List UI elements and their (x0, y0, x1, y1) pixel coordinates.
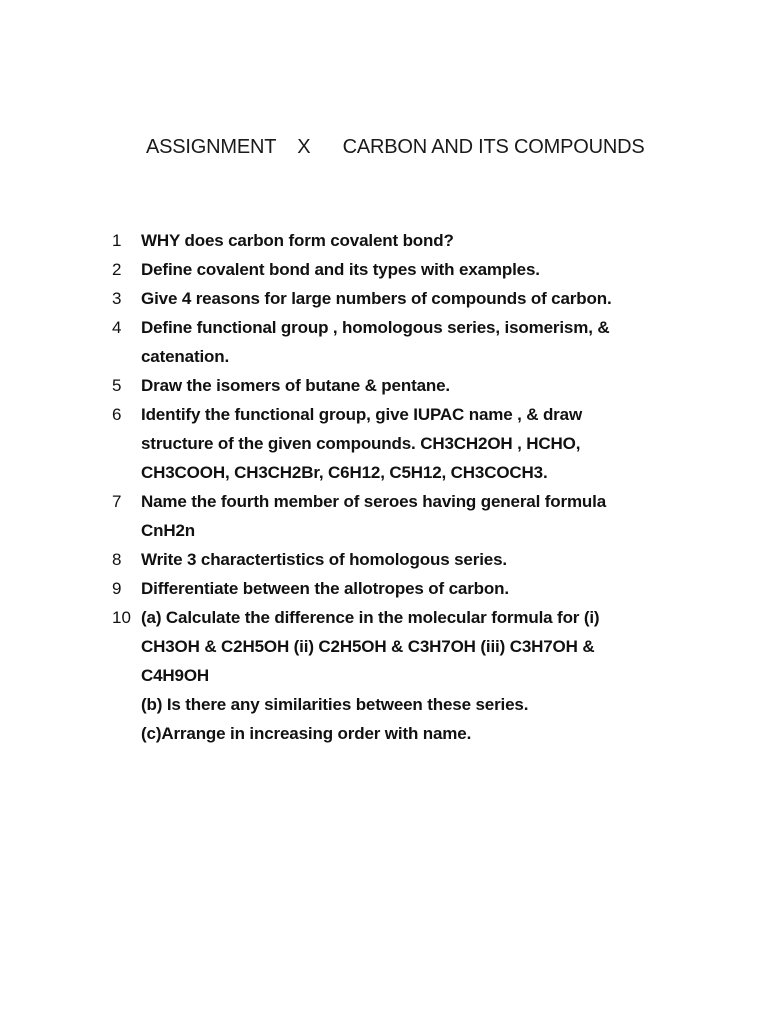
question-text: Write 3 charactertistics of homologous series. (141, 550, 507, 569)
question-number: 2 (112, 260, 122, 279)
question-item-7 (112, 487, 672, 545)
question-number: 4 (112, 318, 122, 337)
question-text: Draw the isomers of butane & pentane. (141, 376, 451, 395)
question-text: Differentiate between the allotropes of carbon. (141, 579, 509, 598)
question-text: Give 4 reasons for large numbers of compounds of carbon. (141, 289, 612, 308)
document-title: ASSIGNMENT X CARBON AND ITS COMPOUNDS (146, 136, 645, 158)
question-text: Name the fourth member of seroes having general formula CnH2n (141, 492, 607, 540)
question-item-4 (112, 313, 672, 371)
question-number: 6 (112, 405, 122, 424)
question-item-2 (112, 255, 672, 284)
question-item-6 (112, 400, 672, 487)
question-item-3 (112, 284, 672, 313)
question-number: 10 (112, 608, 131, 627)
question-text: Define functional group , homologous series, isomerism, & catenation. (141, 318, 610, 366)
question-text: Identify the functional group, give IUPAC name , & draw structure of the given compounds. CH3CH2OH , HCHO, CH3COOH, CH3CH2Br, C6H12, C5H12, CH3COCH3. (141, 405, 583, 482)
question-number: 9 (112, 579, 122, 598)
question-text: (a) Calculate the difference in the molecular formula for (i) CH3OH & C2H5OH (ii) C2H5OH & C3H7OH (iii) C3H7OH & C4H9OH (b) Is there any similarities between these series. (c)Arrange in increasing order with name. (141, 608, 600, 743)
question-item-8 (112, 545, 672, 574)
question-number: 1 (112, 231, 122, 250)
question-number: 7 (112, 492, 122, 511)
question-item-5 (112, 371, 672, 400)
question-item-1 (112, 226, 672, 255)
question-item-9 (112, 574, 672, 603)
question-text: Define covalent bond and its types with examples. (141, 260, 540, 279)
question-text: WHY does carbon form covalent bond? (141, 231, 454, 250)
question-number: 3 (112, 289, 122, 308)
question-number: 8 (112, 550, 122, 569)
question-list (112, 226, 672, 748)
question-item-10 (112, 603, 672, 748)
question-number: 5 (112, 376, 122, 395)
